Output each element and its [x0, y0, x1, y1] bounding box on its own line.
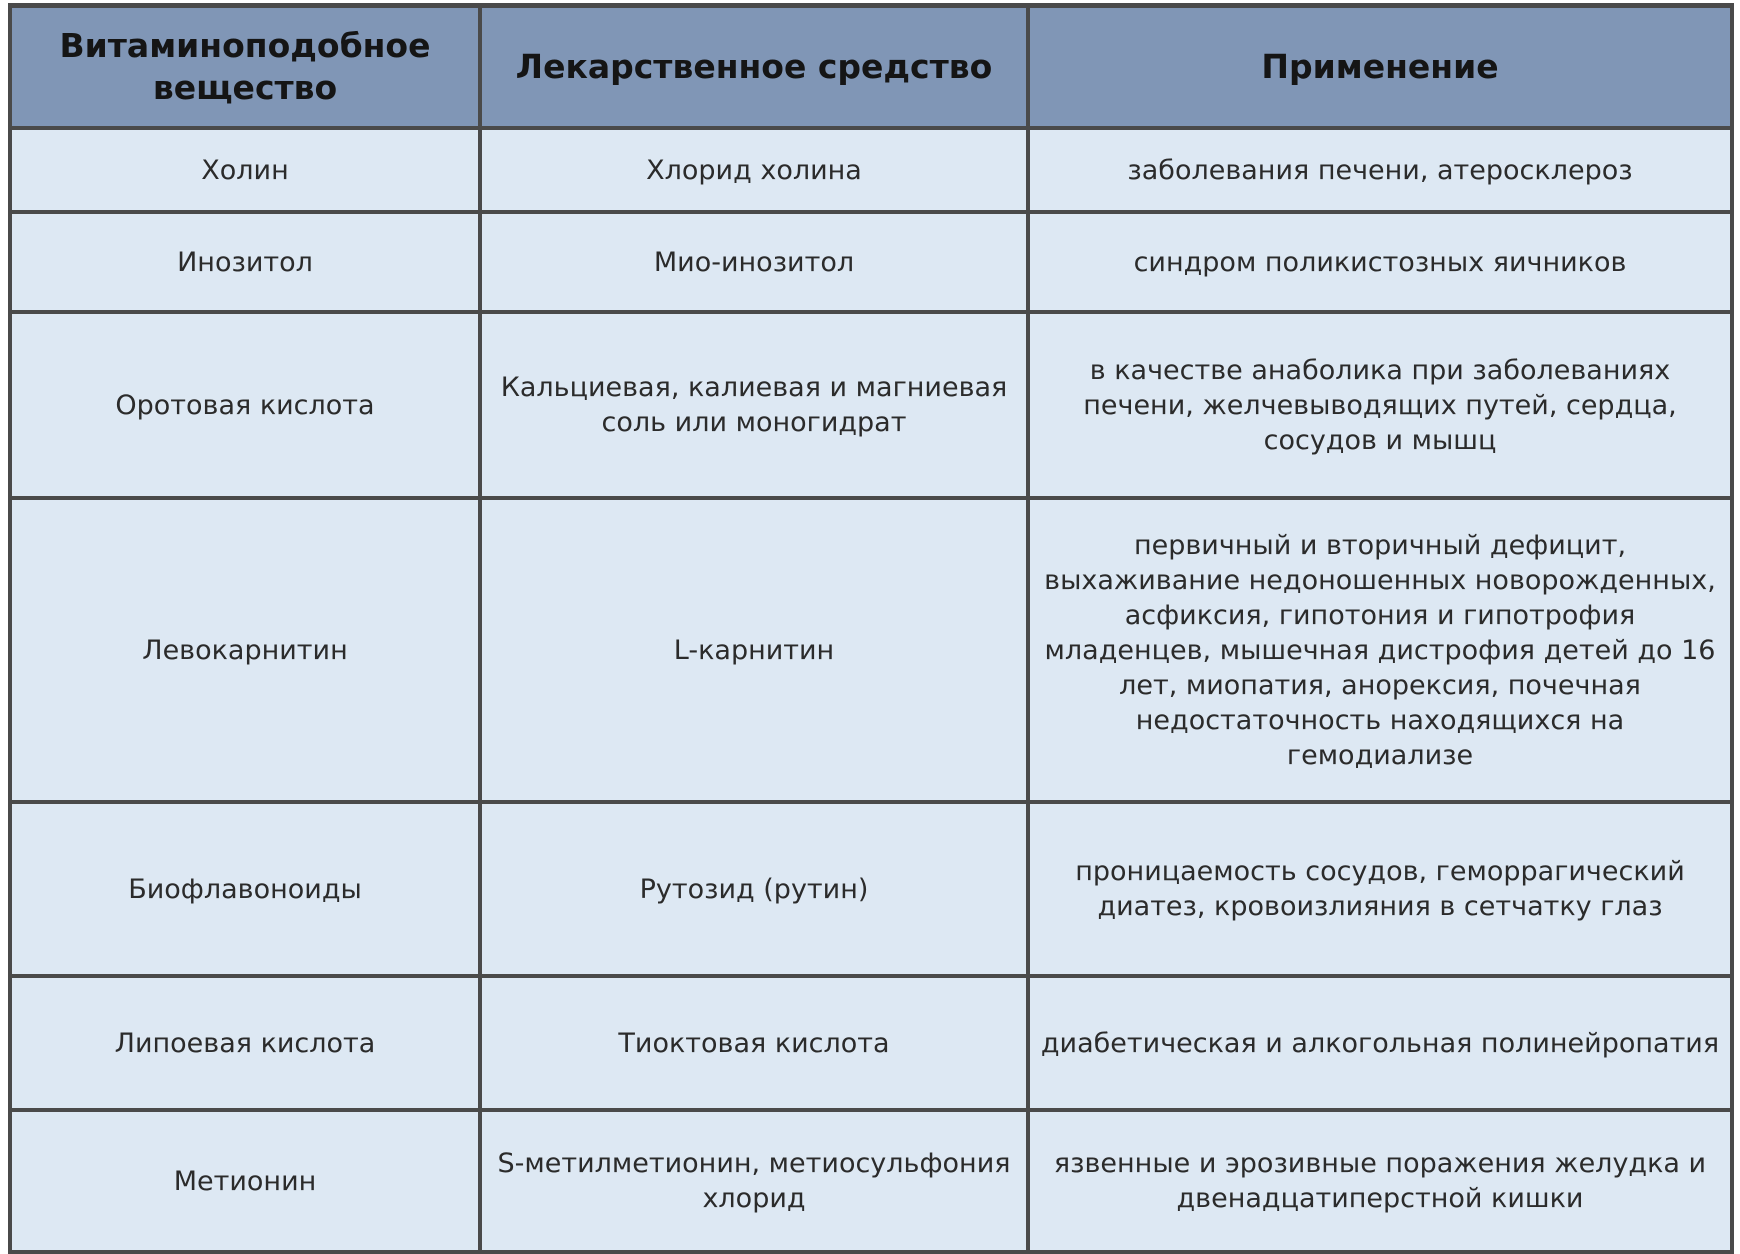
- cell-drug: Кальциевая, калиевая и магниевая соль или моногидрат: [480, 312, 1028, 498]
- document-sheet: [8, 3, 1730, 1225]
- cell-use: в качестве анаболика при заболеваниях печени, желчевыводящих путей, сердца, сосудов и мышц: [1028, 312, 1732, 498]
- table-header: [10, 6, 1732, 129]
- table-row: [10, 1110, 1732, 1252]
- cell-use: проницаемость сосудов, геморрагический диатез, кровоизлияния в сетчатку глаз: [1028, 802, 1732, 976]
- table-row: [10, 212, 1732, 312]
- table-row: [10, 312, 1732, 498]
- cell-use: язвенные и эрозивные поражения желудка и двенадцатиперстной кишки: [1028, 1110, 1732, 1252]
- cell-substance: Инозитол: [10, 212, 480, 312]
- header-use: Применение: [1028, 6, 1732, 129]
- cell-use: заболевания печени, атеросклероз: [1028, 128, 1732, 212]
- cell-substance: Метионин: [10, 1110, 480, 1252]
- cell-use: синдром поликистозных яичников: [1028, 212, 1732, 312]
- table-body: [10, 128, 1732, 1252]
- cell-drug: Хлорид холина: [480, 128, 1028, 212]
- cell-substance: Левокарнитин: [10, 498, 480, 802]
- cell-use: первичный и вторичный дефицит, выхаживание недоношенных новорожденных, асфиксия, гипотония и гипотрофия младенцев, мышечная дистрофия детей до 16 лет, миопатия, анорексия, почечная недостаточность находящихся на гемодиализе: [1028, 498, 1732, 802]
- cell-substance: Холин: [10, 128, 480, 212]
- cell-substance: Липоевая кислота: [10, 976, 480, 1110]
- table-row: [10, 128, 1732, 212]
- table-row: [10, 498, 1732, 802]
- cell-drug: Тиоктовая кислота: [480, 976, 1028, 1110]
- cell-use: диабетическая и алкогольная полинейропатия: [1028, 976, 1732, 1110]
- cell-substance: Биофлавоноиды: [10, 802, 480, 976]
- table-row: [10, 976, 1732, 1110]
- cell-drug: Рутозид (рутин): [480, 802, 1028, 976]
- cell-drug: L-карнитин: [480, 498, 1028, 802]
- vitamin-like-substances-table: [8, 3, 1734, 1254]
- header-drug: Лекарственное средство: [480, 6, 1028, 129]
- header-row: [10, 6, 1732, 129]
- cell-drug: Мио-инозитол: [480, 212, 1028, 312]
- cell-drug: S-метилметионин, метиосульфония хлорид: [480, 1110, 1028, 1252]
- header-substance: Витаминоподобное вещество: [10, 6, 480, 129]
- cell-substance: Оротовая кислота: [10, 312, 480, 498]
- table-row: [10, 802, 1732, 976]
